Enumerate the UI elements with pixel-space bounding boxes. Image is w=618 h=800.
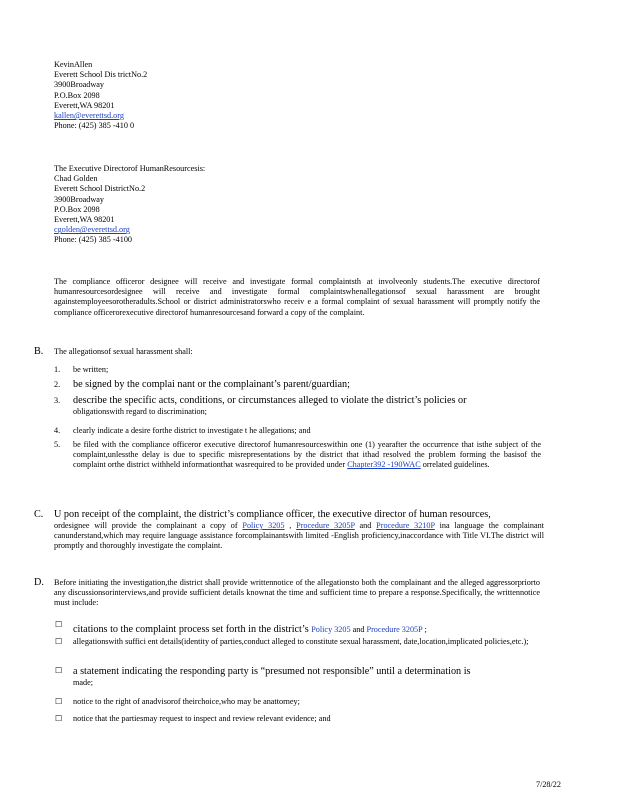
- contact-line: Chad Golden: [54, 174, 98, 184]
- contact-line: P.O.Box 2098: [54, 204, 100, 214]
- bullet-item: allegationswith suffici ent details(identity of parties,conduct alleged to constitute sexual harassment, date,location,implicated policies,etc.);: [73, 637, 529, 646]
- list-number: 1.: [54, 365, 61, 374]
- contact-heading: The Executive Directorof HumanResourcesis:: [54, 164, 206, 173]
- procedure-3205p-link[interactable]: Procedure 3205P: [296, 521, 355, 530]
- contact-line: 3900Broadway: [54, 194, 105, 204]
- bullet-icon: ☐: [55, 714, 63, 723]
- separator: and: [354, 521, 377, 530]
- list-number: 3.: [54, 396, 61, 405]
- list-item-text: orrelated guidelines.: [420, 460, 490, 470]
- list-number: 2.: [54, 380, 61, 389]
- list-number: 5.: [54, 440, 61, 449]
- bullet-item: [73, 619, 541, 637]
- bullet-item: [73, 665, 541, 688]
- procedure-3210p-link[interactable]: Procedure 3210P: [376, 521, 435, 530]
- contact-line: 3900Broadway: [54, 80, 105, 90]
- bullet-text: and: [350, 625, 367, 634]
- section-c-text: ordesignee will provide the complainant a copy of: [54, 521, 243, 530]
- bullet-icon: ☐: [55, 637, 63, 646]
- list-number: 4.: [54, 426, 61, 435]
- section-c-line: U pon receipt of the complaint, the district’s compliance officer, the executive director of human resources,: [54, 509, 491, 520]
- list-item-text: be filed with the compliance officeror executive directorof humanresourceswithin one (1) yearafter the occurrence that isthe subject of the complaint,unlessthe delay is due to specific misrepresentations by the district that ithad resolved the problem forming the basisof the complaint orthe district withheld informationthat wasrequired to be provided under: [73, 440, 541, 470]
- contact-line: Everett School Dis trictNo.2: [54, 70, 148, 80]
- section-c-marker: C.: [34, 509, 44, 520]
- contact-line: Everett,WA 98201: [54, 215, 115, 225]
- contact-line: P.O.Box 2098: [54, 90, 100, 100]
- contact-block-allen: [54, 60, 147, 131]
- list-item: [73, 440, 541, 471]
- list-item-line: describe the specific acts, conditions, or circumstances alleged to violate the district’s policies or: [73, 395, 467, 406]
- wac-link[interactable]: Chapter392 -190WAC: [347, 460, 421, 470]
- bullet-item: notice to the right of anadvisorof theirchoice,who may be anattorney;: [73, 697, 300, 706]
- bullet-item: notice that the partiesmay request to inspect and review relevant evidence; and: [73, 714, 331, 723]
- contact-line: Everett School DistrictNo.2: [54, 184, 146, 194]
- section-c-text: ina language the complainant canunderstand,which may require language assistance forcomplainantswith limited -English proficiency,inaccordance with Title VI.The district will promptly and thoroughly investigate the complaint.: [54, 521, 544, 551]
- policy-3205-link[interactable]: Policy 3205: [242, 521, 285, 530]
- list-item: be written;: [73, 365, 109, 374]
- list-item-line: obligationswith regard to discrimination;: [73, 407, 207, 416]
- footer-date: 7/28/22: [535, 780, 561, 789]
- contact-phone: Phone: (425) 385 -4100: [54, 235, 133, 245]
- bullet-icon: ☐: [55, 620, 63, 629]
- section-d-marker: D.: [34, 577, 44, 588]
- email-link-allen[interactable]: kallen@everettsd.org: [54, 111, 124, 121]
- bullet-icon: ☐: [55, 666, 63, 675]
- bullet-text: citations to the complaint process set forth in the district’s: [73, 624, 312, 635]
- section-c-paragraph: [54, 508, 544, 552]
- procedure-3205p-link[interactable]: Procedure 3205P: [366, 625, 423, 634]
- bullet-text: ;: [422, 625, 427, 634]
- section-b-marker: B.: [34, 346, 44, 357]
- contact-line: KevinAllen: [54, 60, 93, 69]
- contact-line: Everett,WA 98201: [54, 100, 115, 110]
- email-link-golden[interactable]: cgolden@everettsd.org: [54, 225, 130, 235]
- bullet-line: made;: [73, 678, 94, 687]
- policy-3205-link[interactable]: Policy 3205: [311, 625, 351, 634]
- intro-paragraph: The compliance officeror designee will receive and investigate formal complaintsth at involveonly students.The executive directorof humanresourcesordesignee will receive and investigate formal complaintswhenallegationsof sexual harassment are brought againstemployeesorotheradults.School or district administratorswho receiv e a formal complaint of sexual harassment will promptly notify the compliance officerorexecutive directorof humanresourcesand forward a copy of the complaint.: [54, 277, 540, 317]
- list-item: be signed by the complai nant or the complainant’s parent/guardian;: [73, 379, 350, 390]
- list-item: clearly indicate a desire forthe district to investigate t he allegations; and: [73, 426, 311, 435]
- contact-block-golden: [54, 164, 205, 246]
- bullet-line: a statement indicating the responding party is “presumed not responsible” until a determination is: [73, 666, 471, 677]
- contact-phone: Phone: (425) 385 -410 0: [54, 121, 135, 131]
- section-d-intro: Before initiating the investigation,the district shall provide writtennotice of the allegationsto both the complainant and the alleged aggressorpriorto any discussionsorinterviews,and provide sufficient details knownat the time and sufficient time to prepare a response.Specifically, the writtennotice must include:: [54, 578, 540, 608]
- separator: ,: [284, 521, 297, 530]
- section-b-heading: The allegationsof sexual harassment shall:: [54, 347, 193, 356]
- bullet-icon: ☐: [55, 697, 63, 706]
- list-item: [73, 394, 541, 417]
